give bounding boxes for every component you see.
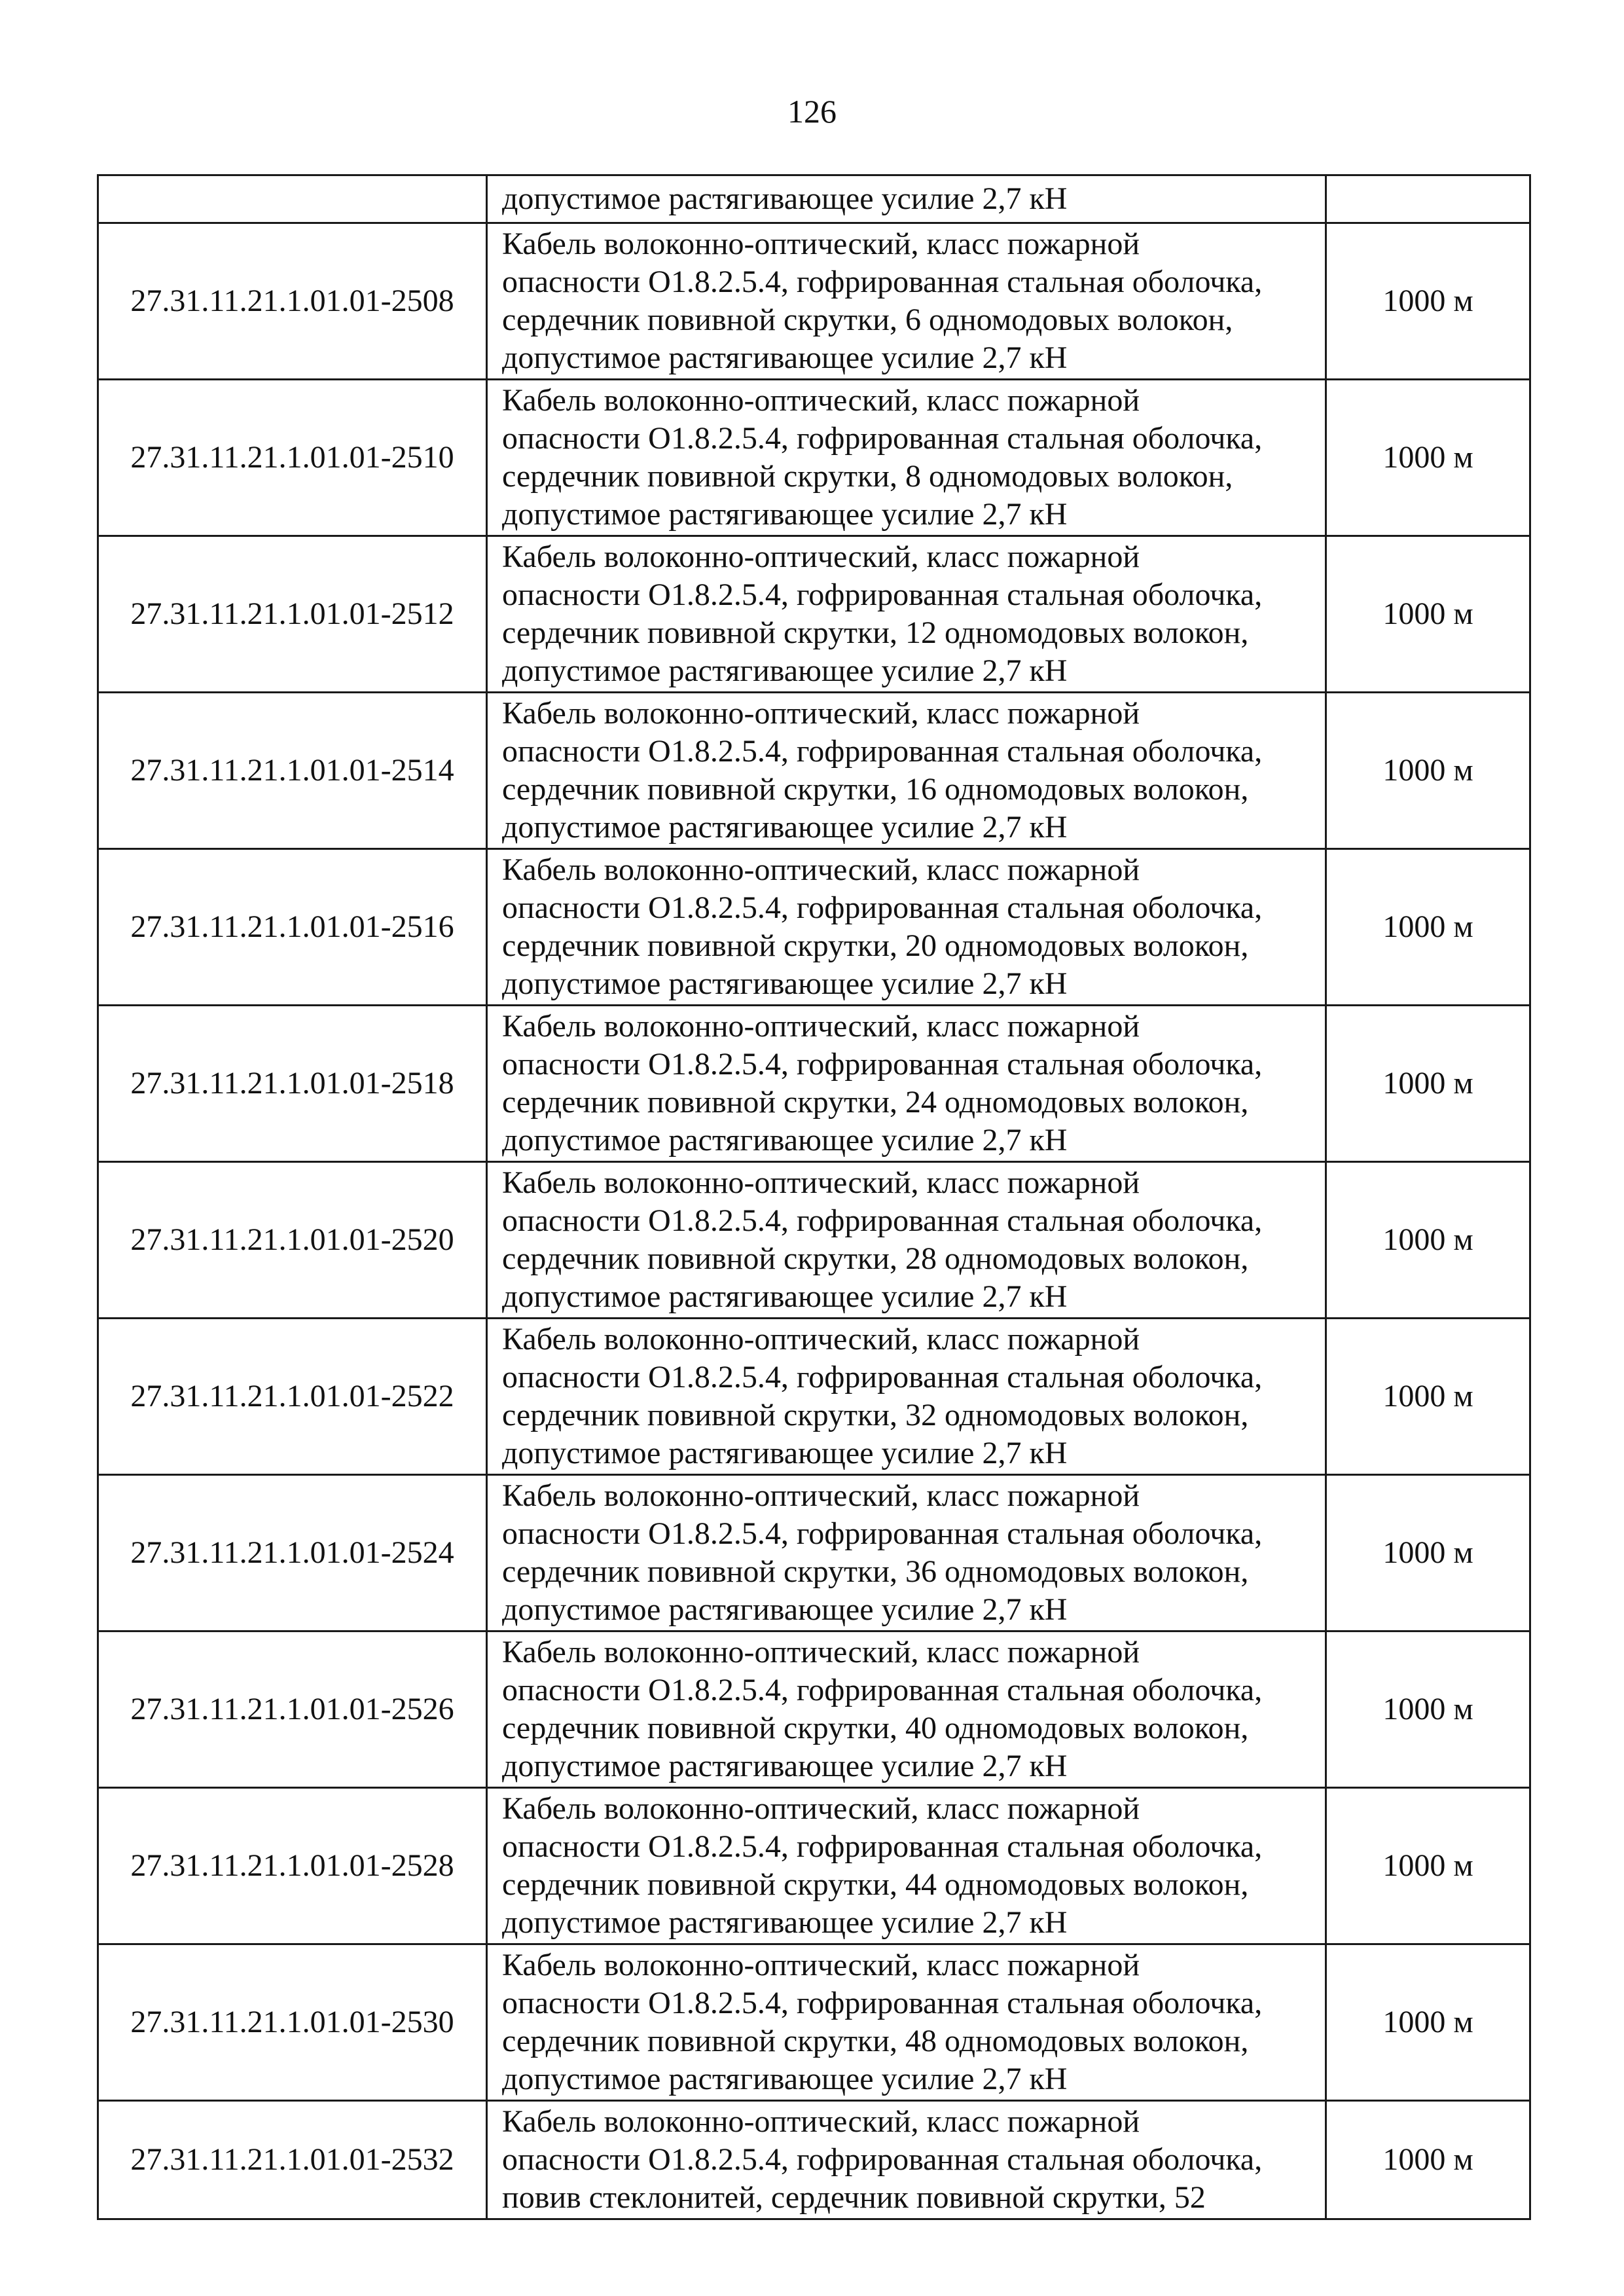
description-cell (487, 223, 1326, 380)
description-line: допустимое растягивающее усилие 2,7 кН (502, 340, 1068, 375)
unit-cell: 1000 м (1326, 1006, 1530, 1162)
table-row-continuation (98, 175, 1530, 223)
code-cell: 27.31.11.21.1.01.01-2526 (98, 1631, 487, 1788)
description-line: сердечник повивной скрутки, 16 одномодовых волокон, (502, 772, 1249, 807)
table-row (98, 380, 1530, 536)
unit-cell: 1000 м (1326, 1475, 1530, 1631)
description-line: Кабель волоконно-оптический, класс пожарной (502, 1322, 1140, 1357)
description-cell (487, 693, 1326, 849)
description-line: допустимое растягивающее усилие 2,7 кН (502, 497, 1068, 532)
description-cell (487, 1944, 1326, 2101)
description-line: допустимое растягивающее усилие 2,7 кН (502, 1749, 1068, 1783)
unit-cell: 1000 м (1326, 223, 1530, 380)
table-row (98, 1944, 1530, 2101)
description-cell (487, 2101, 1326, 2219)
unit-cell: 1000 м (1326, 1944, 1530, 2101)
unit-cell: 1000 м (1326, 1631, 1530, 1788)
description-line: Кабель волоконно-оптический, класс пожарной (502, 383, 1140, 418)
table-row (98, 849, 1530, 1006)
code-cell: 27.31.11.21.1.01.01-2516 (98, 849, 487, 1006)
table-row (98, 693, 1530, 849)
description-line: допустимое растягивающее усилие 2,7 кН (502, 2062, 1068, 2096)
unit-cell: 1000 м (1326, 536, 1530, 693)
description-line: сердечник повивной скрутки, 40 одномодовых волокон, (502, 1711, 1249, 1745)
description-line: Кабель волоконно-оптический, класс пожарной (502, 852, 1140, 887)
unit-cell: 1000 м (1326, 693, 1530, 849)
table-row (98, 223, 1530, 380)
description-line: Кабель волоконно-оптический, класс пожарной (502, 539, 1140, 574)
description-line: Кабель волоконно-оптический, класс пожарной (502, 227, 1140, 261)
description-line: допустимое растягивающее усилие 2,7 кН (502, 1436, 1068, 1470)
code-cell: 27.31.11.21.1.01.01-2522 (98, 1319, 487, 1475)
description-line: опасности О1.8.2.5.4, гофрированная стальная оболочка, (502, 890, 1263, 925)
description-line: опасности О1.8.2.5.4, гофрированная стальная оболочка, (502, 1516, 1263, 1551)
table-row (98, 1162, 1530, 1319)
description-line: сердечник повивной скрутки, 8 одномодовых волокон, (502, 459, 1233, 494)
description-line: допустимое растягивающее усилие 2,7 кН (502, 653, 1068, 688)
unit-cell: 1000 м (1326, 2101, 1530, 2219)
table-row (98, 1788, 1530, 1944)
code-cell: 27.31.11.21.1.01.01-2520 (98, 1162, 487, 1319)
description-line: повив стеклонитей, сердечник повивной скрутки, 52 (502, 2180, 1206, 2215)
description-line: Кабель волоконно-оптический, класс пожарной (502, 1165, 1140, 1200)
description-line: опасности О1.8.2.5.4, гофрированная стальная оболочка, (502, 577, 1263, 612)
description-line: опасности О1.8.2.5.4, гофрированная стальная оболочка, (502, 1203, 1263, 1238)
description-line: Кабель волоконно-оптический, класс пожарной (502, 2104, 1140, 2139)
description-line: допустимое растягивающее усилие 2,7 кН (502, 1279, 1068, 1314)
description-line: Кабель волоконно-оптический, класс пожарной (502, 1791, 1140, 1826)
code-cell: 27.31.11.21.1.01.01-2532 (98, 2101, 487, 2219)
page-number: 126 (787, 93, 837, 130)
description-cell (487, 536, 1326, 693)
description-line: сердечник повивной скрутки, 6 одномодовых волокон, (502, 302, 1233, 337)
table-row (98, 2101, 1530, 2219)
description-line: опасности О1.8.2.5.4, гофрированная стальная оболочка, (502, 1673, 1263, 1707)
description-line: допустимое растягивающее усилие 2,7 кН (502, 810, 1068, 845)
catalog-table (97, 174, 1531, 2220)
description-line: опасности О1.8.2.5.4, гофрированная стальная оболочка, (502, 2142, 1263, 2177)
code-cell (98, 175, 487, 223)
description-cell: допустимое растягивающее усилие 2,7 кН (487, 175, 1326, 223)
description-cell (487, 1319, 1326, 1475)
description-cell (487, 1788, 1326, 1944)
table-row (98, 1475, 1530, 1631)
unit-cell: 1000 м (1326, 1162, 1530, 1319)
description-line: опасности О1.8.2.5.4, гофрированная стальная оболочка, (502, 1047, 1263, 1082)
description-line: опасности О1.8.2.5.4, гофрированная стальная оболочка, (502, 734, 1263, 769)
code-cell: 27.31.11.21.1.01.01-2508 (98, 223, 487, 380)
code-cell: 27.31.11.21.1.01.01-2518 (98, 1006, 487, 1162)
description-line: сердечник повивной скрутки, 48 одномодовых волокон, (502, 2024, 1249, 2058)
table-row (98, 536, 1530, 693)
code-cell: 27.31.11.21.1.01.01-2510 (98, 380, 487, 536)
table-row (98, 1631, 1530, 1788)
table-row (98, 1006, 1530, 1162)
description-cell (487, 1631, 1326, 1788)
description-line: допустимое растягивающее усилие 2,7 кН (502, 1123, 1068, 1157)
description-cell (487, 1475, 1326, 1631)
description-line: опасности О1.8.2.5.4, гофрированная стальная оболочка, (502, 264, 1263, 299)
code-cell: 27.31.11.21.1.01.01-2530 (98, 1944, 487, 2101)
unit-cell: 1000 м (1326, 1788, 1530, 1944)
table-body (98, 175, 1530, 2219)
unit-cell: 1000 м (1326, 849, 1530, 1006)
code-cell: 27.31.11.21.1.01.01-2524 (98, 1475, 487, 1631)
description-line: сердечник повивной скрутки, 24 одномодовых волокон, (502, 1085, 1249, 1120)
table-row (98, 1319, 1530, 1475)
unit-cell: 1000 м (1326, 380, 1530, 536)
description-line: Кабель волоконно-оптический, класс пожарной (502, 1009, 1140, 1044)
description-line: опасности О1.8.2.5.4, гофрированная стальная оболочка, (502, 1360, 1263, 1394)
description-line: Кабель волоконно-оптический, класс пожарной (502, 696, 1140, 731)
description-cell (487, 1006, 1326, 1162)
description-line: сердечник повивной скрутки, 20 одномодовых волокон, (502, 928, 1249, 963)
description-line: сердечник повивной скрутки, 44 одномодовых волокон, (502, 1867, 1249, 1902)
description-line: сердечник повивной скрутки, 12 одномодовых волокон, (502, 615, 1249, 650)
description-line: Кабель волоконно-оптический, класс пожарной (502, 1948, 1140, 1982)
description-line: допустимое растягивающее усилие 2,7 кН (502, 966, 1068, 1001)
description-line: сердечник повивной скрутки, 36 одномодовых волокон, (502, 1554, 1249, 1589)
description-cell (487, 1162, 1326, 1319)
description-line: опасности О1.8.2.5.4, гофрированная стальная оболочка, (502, 421, 1263, 456)
description-cell (487, 380, 1326, 536)
description-line: Кабель волоконно-оптический, класс пожарной (502, 1478, 1140, 1513)
description-line: Кабель волоконно-оптический, класс пожарной (502, 1635, 1140, 1669)
unit-cell (1326, 175, 1530, 223)
description-line: опасности О1.8.2.5.4, гофрированная стальная оболочка, (502, 1986, 1263, 2020)
description-line: допустимое растягивающее усилие 2,7 кН (502, 1905, 1068, 1940)
description-line: сердечник повивной скрутки, 32 одномодовых волокон, (502, 1398, 1249, 1432)
description-line: сердечник повивной скрутки, 28 одномодовых волокон, (502, 1241, 1249, 1276)
code-cell: 27.31.11.21.1.01.01-2512 (98, 536, 487, 693)
code-cell: 27.31.11.21.1.01.01-2528 (98, 1788, 487, 1944)
unit-cell: 1000 м (1326, 1319, 1530, 1475)
description-line: допустимое растягивающее усилие 2,7 кН (502, 1592, 1068, 1627)
description-line: опасности О1.8.2.5.4, гофрированная стальная оболочка, (502, 1829, 1263, 1864)
code-cell: 27.31.11.21.1.01.01-2514 (98, 693, 487, 849)
description-cell (487, 849, 1326, 1006)
